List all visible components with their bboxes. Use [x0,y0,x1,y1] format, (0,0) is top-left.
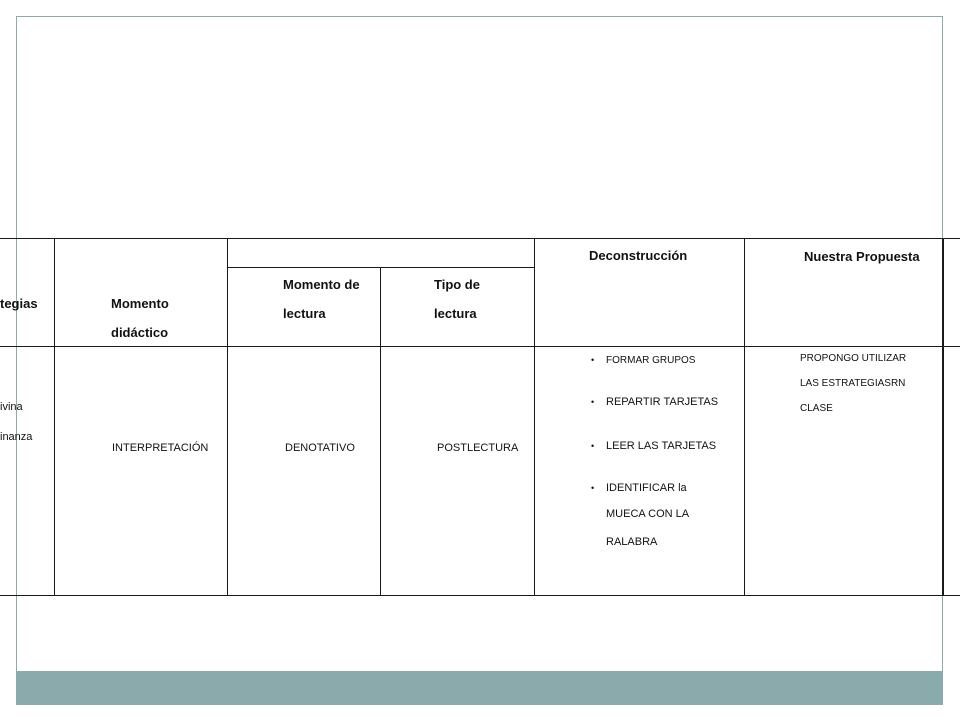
propuesta-line2: LAS ESTRATEGIASRN [800,378,906,389]
bullet-icon: • [591,441,595,451]
list-item-label: IDENTIFICAR la [606,482,687,494]
cell-estrategias-line1: ivina [0,401,23,413]
header-nuestra-propuesta: Nuestra Propuesta [804,249,920,264]
header-tipo-lectura-line2: lectura [434,306,477,321]
list-item-continuation: MUECA CON LA [606,508,690,520]
table-bottom-border [0,595,960,596]
col-divider-5 [744,238,745,596]
list-item-label: FORMAR GRUPOS [606,355,696,366]
bullet-icon: • [591,355,595,365]
header-momento-didactico-line2: didáctico [111,325,169,340]
table-top-border [0,238,960,239]
list-item [591,348,696,373]
col-divider-3 [380,267,381,596]
bullet-icon: • [591,483,595,493]
header-momento-didactico-line1: Momento [111,296,169,311]
header-momento-lectura-line1: Momento de [283,277,360,292]
cell-estrategias-line2: inanza [0,431,33,443]
list-item-label: REPARTIR TARJETAS [606,396,719,408]
cell-momento-didactico: INTERPRETACIÓN [112,442,209,454]
header-deconstruccion: Deconstrucción [589,248,688,263]
header-tipo-lectura-line1: Tipo de [434,277,480,292]
col-divider-6 [942,238,944,596]
list-item [591,431,717,461]
propuesta-line3: CLASE [800,403,833,414]
list-item-label: LEER LAS TARJETAS [606,440,717,452]
col-divider-4 [534,238,535,596]
header-momento-lectura-line2: lectura [283,306,326,321]
bullet-icon: • [591,397,595,407]
list-item [591,387,719,417]
cell-momento-lectura: DENOTATIVO [285,442,355,454]
col-divider-1 [54,238,55,596]
cell-tipo-lectura: POSTLECTURA [437,442,519,454]
list-item-continuation: RALABRA [606,536,658,548]
col-divider-2 [227,238,228,596]
header-estrategias: tegias [0,296,38,311]
propuesta-line1: PROPONGO UTILIZAR [800,353,907,364]
list-item [591,473,687,503]
